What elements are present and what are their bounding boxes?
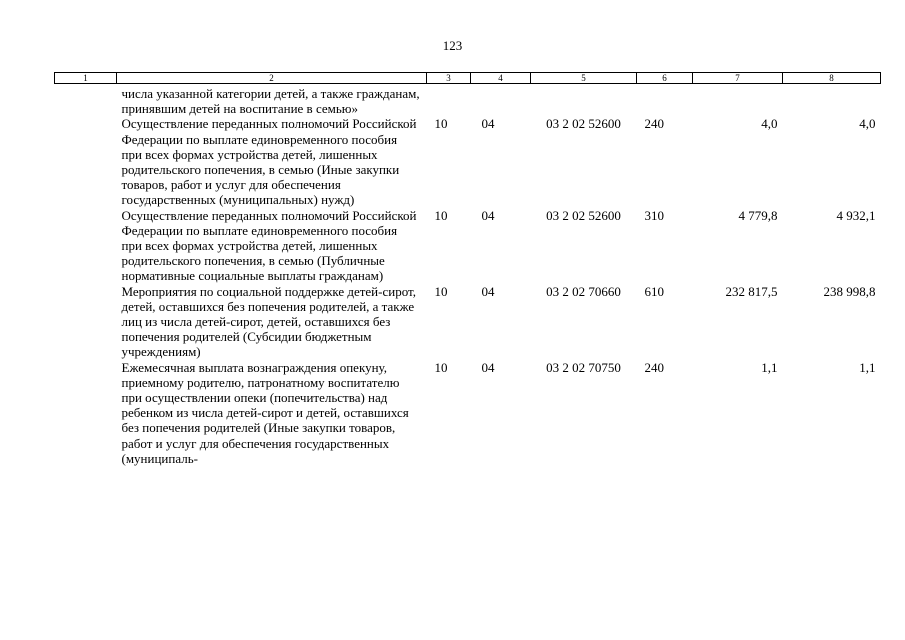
row-subsection <box>471 84 531 117</box>
row-number-cell <box>55 116 117 207</box>
row-amount-year2 <box>783 84 881 117</box>
column-header-1: 1 <box>55 73 117 84</box>
row-expense-type: 240 <box>644 359 664 375</box>
row-number-cell <box>55 208 117 284</box>
row-description: числа указанной категории детей, а также гражданам, принявшим детей на воспитание в семью» <box>121 86 420 117</box>
row-description: Осуществление переданных полномочий Российской Федерации по выплате единовременного пособия при всех формах устройства детей, лишенных родительского попечения, в семью (Иные закупки товаров, работ и услуг для обеспечения государственных (муниципальных) нужд) <box>121 116 417 208</box>
row-number-cell <box>55 284 117 360</box>
row-amount-year2: 4,0 <box>859 116 876 132</box>
row-target-article: 03 2 02 52600 <box>546 207 621 223</box>
table-row <box>55 84 881 117</box>
table-row <box>55 360 881 466</box>
row-amount-year2: 1,1 <box>859 359 876 375</box>
row-expense-type: 240 <box>644 116 664 132</box>
row-target-article <box>531 84 637 117</box>
row-subsection: 04 <box>481 359 495 375</box>
row-target-article: 03 2 02 52600 <box>546 116 621 132</box>
row-amount-year2: 4 932,1 <box>836 207 876 223</box>
row-section: 10 <box>434 359 448 375</box>
row-description: Мероприятия по социальной поддержке детей-сирот, детей, оставшихся без попечения родителей, а также лиц из числа детей-сирот, детей, оставшихся без попечения родителей (Субсидии бюджетным учреждениям) <box>121 283 416 360</box>
row-target-article: 03 2 02 70750 <box>546 359 621 375</box>
row-amount-year2: 238 998,8 <box>823 283 876 299</box>
row-amount-year1: 232 817,5 <box>725 283 778 299</box>
row-description: Ежемесячная выплата вознаграждения опекуну, приемному родителю, патронатному воспитателю при осуществлении опеки (попечительства) над ребенком из числа детей-сирот и детей, оставшихся без попечения родителей (Иные закупки товаров, работ и услуг для обеспечения государственных (муниципаль- <box>121 359 409 466</box>
column-header-2: 2 <box>117 73 427 84</box>
row-expense-type: 610 <box>644 283 664 299</box>
row-number-cell <box>55 84 117 117</box>
page-number: 123 <box>442 38 463 53</box>
table-row <box>55 284 881 360</box>
row-expense-type <box>637 84 693 117</box>
table-row <box>55 116 881 207</box>
row-amount-year1: 4,0 <box>761 116 778 132</box>
column-header-7: 7 <box>693 73 783 84</box>
row-amount-year1: 1,1 <box>761 359 778 375</box>
row-expense-type: 310 <box>644 207 664 223</box>
table-body <box>55 84 881 467</box>
table-header <box>55 73 881 84</box>
budget-table <box>54 72 881 466</box>
row-description: Осуществление переданных полномочий Российской Федерации по выплате единовременного пособия при всех формах устройства детей, лишенных родительского попечения, в семью (Публичные нормативные социальные выплаты гражданам) <box>121 207 417 284</box>
column-header-4: 4 <box>471 73 531 84</box>
row-target-article: 03 2 02 70660 <box>546 283 621 299</box>
column-header-8: 8 <box>783 73 881 84</box>
table-row <box>55 208 881 284</box>
header-row <box>55 73 881 84</box>
row-subsection: 04 <box>481 207 495 223</box>
row-amount-year1: 4 779,8 <box>738 207 778 223</box>
row-section: 10 <box>434 116 448 132</box>
column-header-3: 3 <box>427 73 471 84</box>
row-number-cell <box>55 360 117 466</box>
column-header-6: 6 <box>637 73 693 84</box>
row-section: 10 <box>434 207 448 223</box>
row-subsection: 04 <box>481 283 495 299</box>
row-section <box>427 84 471 117</box>
row-section: 10 <box>434 283 448 299</box>
column-header-5: 5 <box>531 73 637 84</box>
row-subsection: 04 <box>481 116 495 132</box>
row-amount-year1 <box>693 84 783 117</box>
